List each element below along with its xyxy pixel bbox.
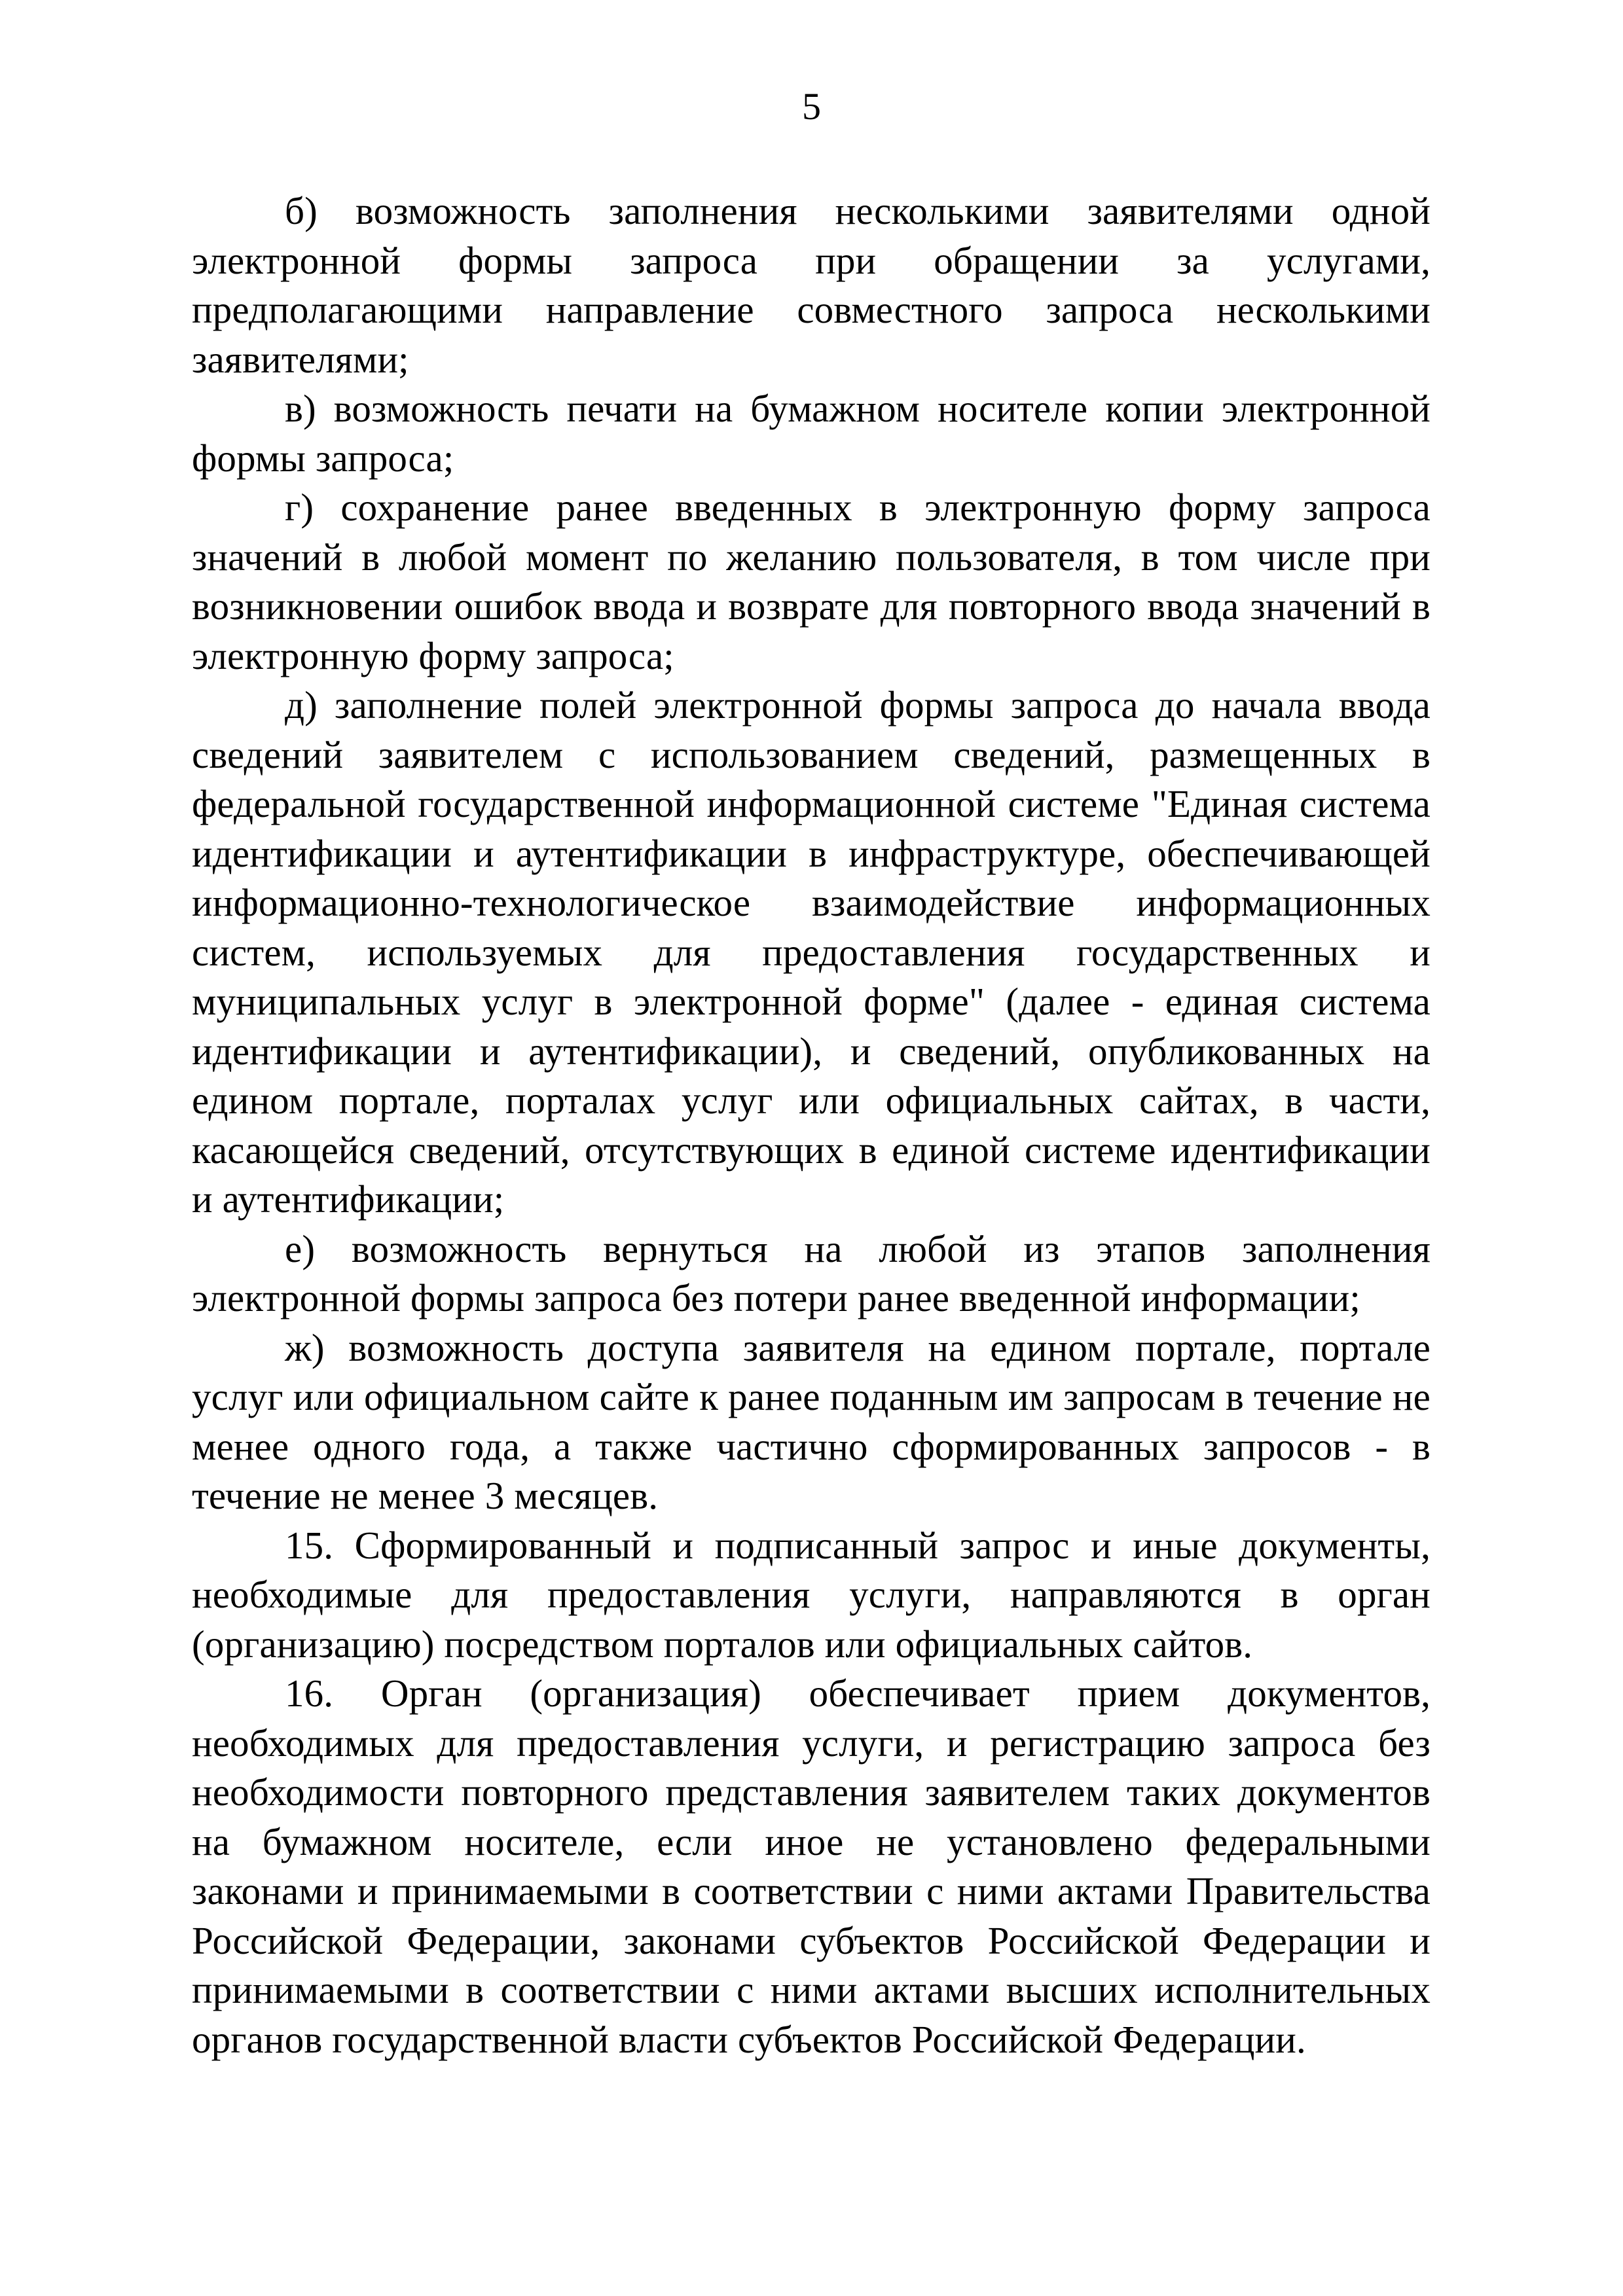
paragraph-g-save-values: г) сохранение ранее введенных в электронную форму запроса значений в любой момент по желанию пользователя, в том числе при возникновении ошибок ввода и возврате для повторного ввода значений в электронную форму запроса; [192,486,1431,677]
paragraph-v-print-copy: в) возможность печати на бумажном носителе копии электронной формы запроса; [192,387,1431,480]
paragraph-zh-access-requests: ж) возможность доступа заявителя на едином портале, портале услуг или официальном сайте к ранее поданным им запросам в течение не менее одного года, а также частично сформированных запросов - в течение не менее 3 месяцев. [192,1325,1431,1517]
paragraph-e-return-to-stage: е) возможность вернуться на любой из этапов заполнения электронной формы запроса без потери ранее введенной информации; [192,1227,1431,1319]
paragraph-b-joint-request: б) возможность заполнения несколькими заявителями одной электронной формы запроса при обращении за услугами, предполагающими направление совместного запроса несколькими заявителями; [192,189,1431,381]
document-body [192,187,1431,2064]
paragraph-d-prefill-fields: д) заполнение полей электронной формы запроса до начала ввода сведений заявителем с использованием сведений, размещенных в федеральной государственной информационной системе "Единая система идентификации и аутентификации в инфраструктуре, обеспечивающей информационно-технологическое взаимодействие информационных систем, используемых для предоставления государственных и муниципальных услуг в электронной форме" (далее - единая система идентификации и аутентификации), и сведений, опубликованных на едином портале, порталах услуг или официальных сайтах, в части, касающейся сведений, отсутствующих в единой системе идентификации и аутентификации; [192,683,1431,1221]
page-number: 5 [802,85,821,128]
paragraph-16-acceptance: 16. Орган (организация) обеспечивает прием документов, необходимых для предоставления услуги, и регистрацию запроса без необходимости повторного представления заявителем таких документов на бумажном носителе, если иное не установлено федеральными законами и принимаемыми в соответствии с ними актами Правительства Российской Федерации, законами субъектов Российской Федерации и принимаемыми в соответствии с ними актами высших исполнительных органов государственной власти субъектов Российской Федерации. [192,1672,1431,2061]
paragraph-15-submission: 15. Сформированный и подписанный запрос и иные документы, необходимые для предоставления услуги, направляются в орган (организацию) посредством порталов или официальных сайтов. [192,1523,1431,1666]
